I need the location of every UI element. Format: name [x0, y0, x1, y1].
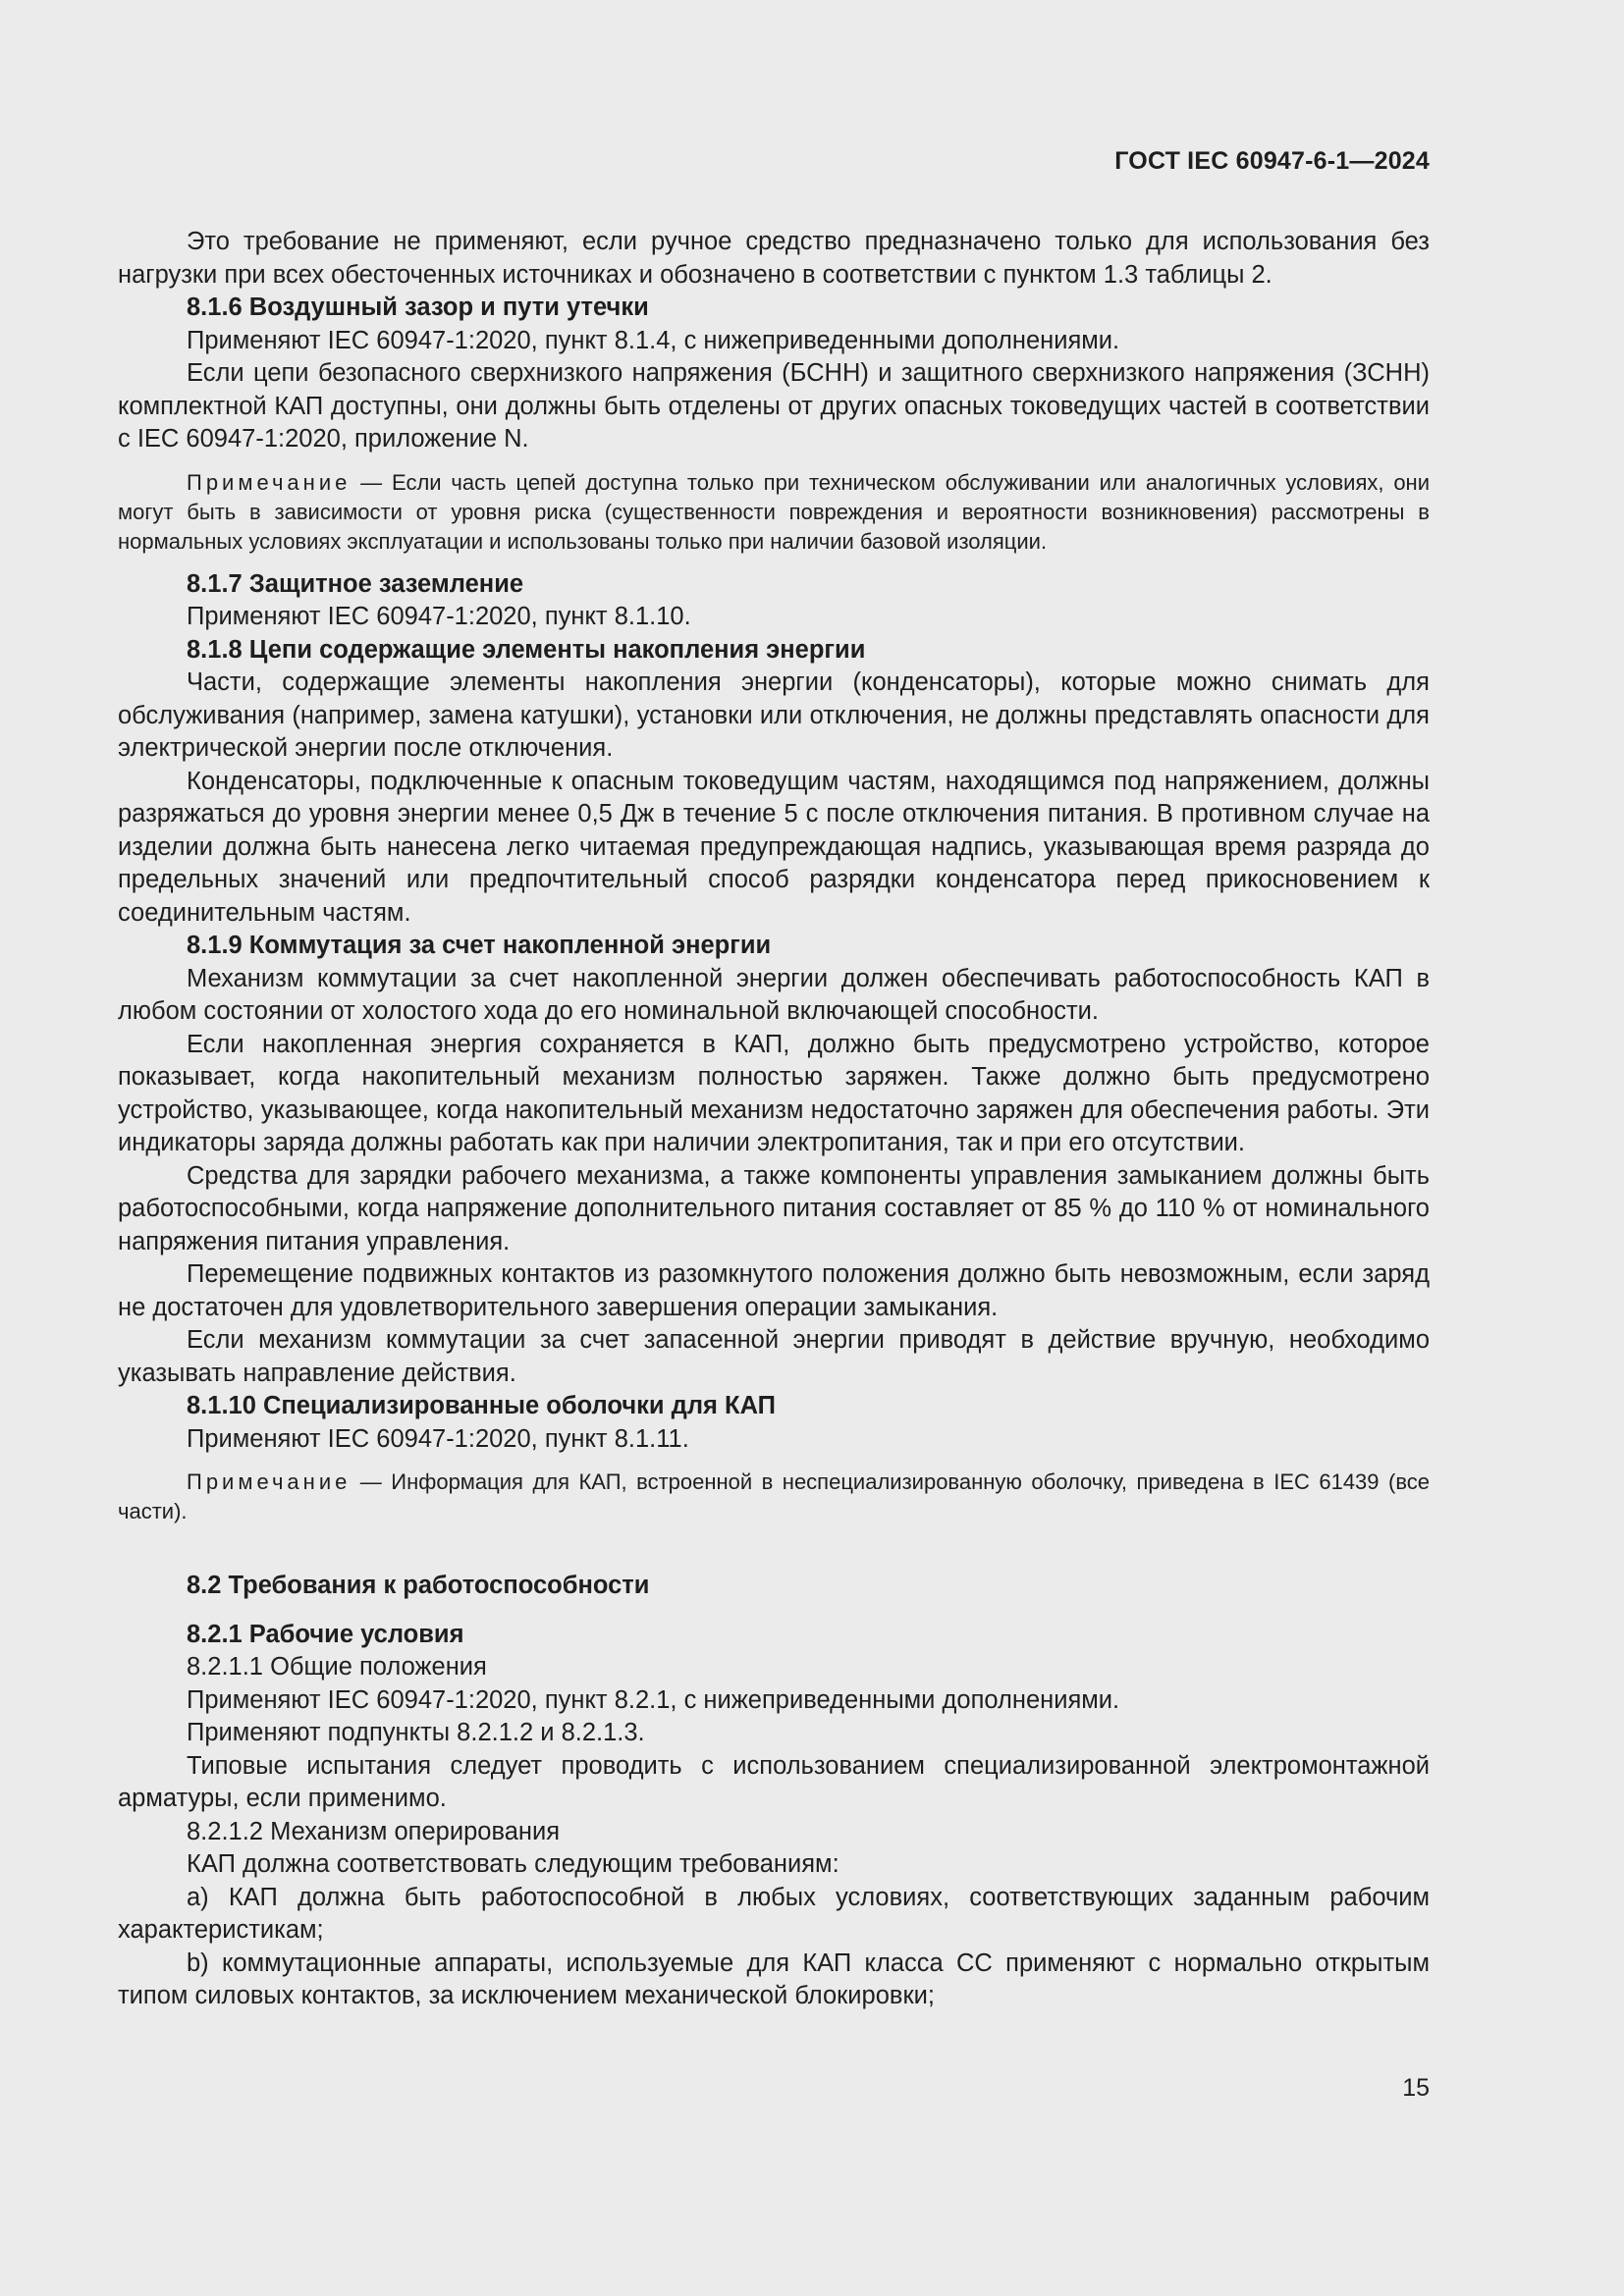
section-heading-8-1-8: 8.1.8 Цепи содержащие элементы накопления энергии — [187, 635, 866, 664]
paragraph: Конденсаторы, подключенные к опасным токоведущим частям, находящимся под напряжением, должны разряжаться до уровня энергии менее 0,5 Дж в течение 5 с после отключения питания. В противном случае на изделии должна быть нанесена легко читаемая предупреждающая надпись, указывающая время разряда до предельных значений или предпочтительный способ разрядки конденсатора перед прикосновением к соединительным частям. — [118, 767, 1430, 927]
subsection-title: 8.2.1.1 Общие положения — [187, 1653, 487, 1681]
paragraph: Перемещение подвижных контактов из разомкнутого положения должно быть невозможным, если заряд не достаточен для удовлетворительного завершения операции замыкания. — [118, 1260, 1430, 1321]
paragraph: Типовые испытания следует проводить с использованием специализированной электромонтажной арматуры, если применимо. — [118, 1751, 1430, 1812]
page-number: 15 — [1402, 2074, 1430, 2102]
paragraph: КАП должна соответствовать следующим требованиям: — [187, 1850, 839, 1878]
note-text: — Если часть цепей доступна только при техническом обслуживании или аналогичных условиях, они могут быть в зависимости от уровня риска (существенности повреждения и вероятности возникновения) рассмотрены в нормальных условиях эксплуатации и использованы только при наличии базовой изоляции. — [118, 469, 1430, 554]
document-id-header: ГОСТ IEC 60947-6-1—2024 — [1114, 147, 1430, 175]
section-heading-8-1-9: 8.1.9 Коммутация за счет накопленной энергии — [187, 932, 772, 959]
paragraph: Применяют IEC 60947-1:2020, пункт 8.1.4, с нижеприведенными дополнениями. — [187, 326, 1120, 354]
paragraph: Применяют IEC 60947-1:2020, пункт 8.2.1, с нижеприведенными дополнениями. — [187, 1685, 1120, 1714]
section-heading-8-1-6: 8.1.6 Воздушный зазор и пути утечки — [187, 294, 649, 321]
section-heading-8-2-1: 8.2.1 Рабочие условия — [187, 1620, 464, 1648]
paragraph: Механизм коммутации за счет накопленной энергии должен обеспечивать работоспособность КАП в любом состоянии от холостого хода до его номинальной включающей способности. — [118, 964, 1430, 1025]
document-body — [118, 226, 1430, 2013]
note — [118, 1468, 1430, 1526]
note — [118, 468, 1430, 557]
paragraph: Если механизм коммутации за счет запасенной энергии приводят в действие вручную, необходимо указывать направление действия. — [118, 1326, 1430, 1387]
subsection-title: 8.2.1.2 Механизм оперирования — [187, 1817, 561, 1845]
section-heading-8-1-7: 8.1.7 Защитное заземление — [187, 569, 524, 598]
paragraph: Части, содержащие элементы накопления энергии (конденсаторы), которые можно снимать для обслуживания (например, замена катушки), установки или отключения, не должны представлять опасности для электрической энергии после отключения. — [118, 668, 1430, 762]
paragraph: Средства для зарядки рабочего механизма, а также компоненты управления замыканием должны быть работоспособными, когда напряжение дополнительного питания составляет от 85 % до 110 % от номинального напряжения питания управления. — [118, 1161, 1430, 1255]
note-label: Примечание — [187, 1469, 352, 1494]
list-item: b) коммутационные аппараты, используемые для КАП класса СС применяют с нормально открытым типом силовых контактов, за исключением механической блокировки; — [118, 1949, 1430, 2009]
paragraph: Применяют IEC 60947-1:2020, пункт 8.1.11. — [187, 1424, 689, 1453]
paragraph: Применяют IEC 60947-1:2020, пункт 8.1.10. — [187, 603, 691, 630]
section-heading-8-1-10: 8.1.10 Специализированные оболочки для КАП — [187, 1392, 776, 1419]
paragraph: Если накопленная энергия сохраняется в КАП, должно быть предусмотрено устройство, которое показывает, когда накопительный механизм полностью заряжен. Также должно быть предусмотрено устройство, указывающее, когда накопительный механизм недостаточно заряжен для обеспечения работы. Эти индикаторы заряда должны работать как при наличии электропитания, так и при его отсутствии. — [118, 1030, 1430, 1156]
note-text: — Информация для КАП, встроенной в неспециализированную оболочку, приведена в IEC 61439 (все части). — [118, 1469, 1430, 1523]
paragraph: Применяют подпункты 8.2.1.2 и 8.2.1.3. — [187, 1719, 645, 1746]
section-heading-8-2: 8.2 Требования к работоспособности — [187, 1572, 650, 1599]
paragraph: Если цепи безопасного сверхнизкого напряжения (БСНН) и защитного сверхнизкого напряжения (ЗСНН) комплектной КАП доступны, они должны быть отделены от других опасных токоведущих частей в соответствии с IEC 60947-1:2020, приложение N. — [118, 359, 1430, 453]
list-item: а) КАП должна быть работоспособной в любых условиях, соответствующих заданным рабочим характеристикам; — [118, 1883, 1430, 1944]
note-label: Примечание — [187, 469, 352, 495]
paragraph: Это требование не применяют, если ручное средство предназначено только для использования без нагрузки при всех обесточенных источниках и обозначено в соответствии с пунктом 1.3 таблицы 2. — [118, 228, 1430, 289]
